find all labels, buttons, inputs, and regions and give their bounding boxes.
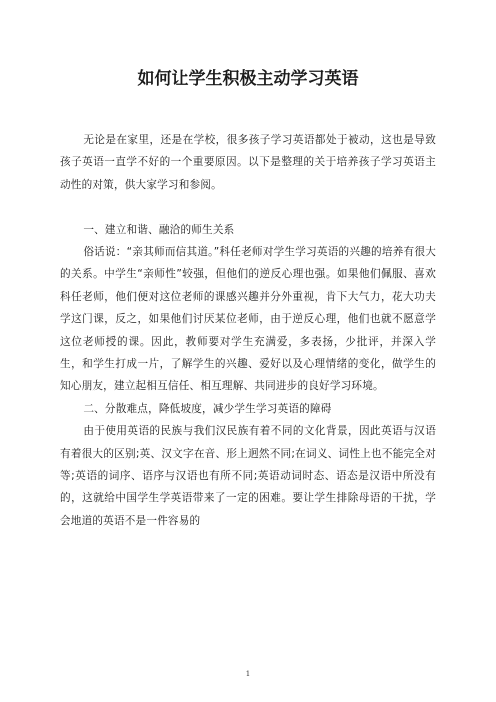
document-title: 如何让学生积极主动学习英语 (137, 69, 359, 89)
page-number: 1 (245, 670, 251, 678)
section-1-heading: 一、建立和谐、融洽的师生关系 (83, 223, 235, 236)
paragraph-spacer (60, 196, 436, 218)
intro-paragraph: 无论是在家里，还是在学校，很多孩子学习英语都处于被动，这也是导致孩子英语一直学不好的一个重要原因。以下是整理的关于培养孩子学习英语主动性的对策，供大家学习和参阅。 (60, 134, 436, 191)
section-2-heading: 二、分散难点，降低坡度，减少学生学习英语的障碍 (83, 402, 332, 415)
document-body (60, 129, 436, 532)
section-2-paragraph: 由于使用英语的民族与我们汉民族有着不同的文化背景，因此英语与汉语有着很大的区别;英、汉文字在音、形上迥然不同;在词义、词性上也不能完全对等;英语的词序、语序与汉语也有所不同;英语动词时态、语态是汉语中所没有的，这就给中国学生学英语带来了一定的困难。要让学生排除母语的干扰，学会地道的英语不是一件容易的 (60, 425, 436, 527)
section-1-paragraph: 俗话说：“亲其师而信其道。”科任老师对学生学习英语的兴趣的培养有很大的关系。中学生“亲师性”较强，但他们的逆反心理也强。如果他们佩服、喜欢科任老师，他们便对这位老师的课感兴趣并分外重视，肯下大气力，花大功夫学这门课，反之，如果他们讨厌某位老师，由于逆反心理，他们也就不愿意学这位老师授的课。因此，教师要对学生充满爱，多表扬，少批评，并深入学生，和学生打成一片，了解学生的兴趣、爱好以及心理情绪的变化，做学生的知心朋友，建立起相互信任、相互理解、共同进步的良好学习环境。 (60, 246, 436, 393)
